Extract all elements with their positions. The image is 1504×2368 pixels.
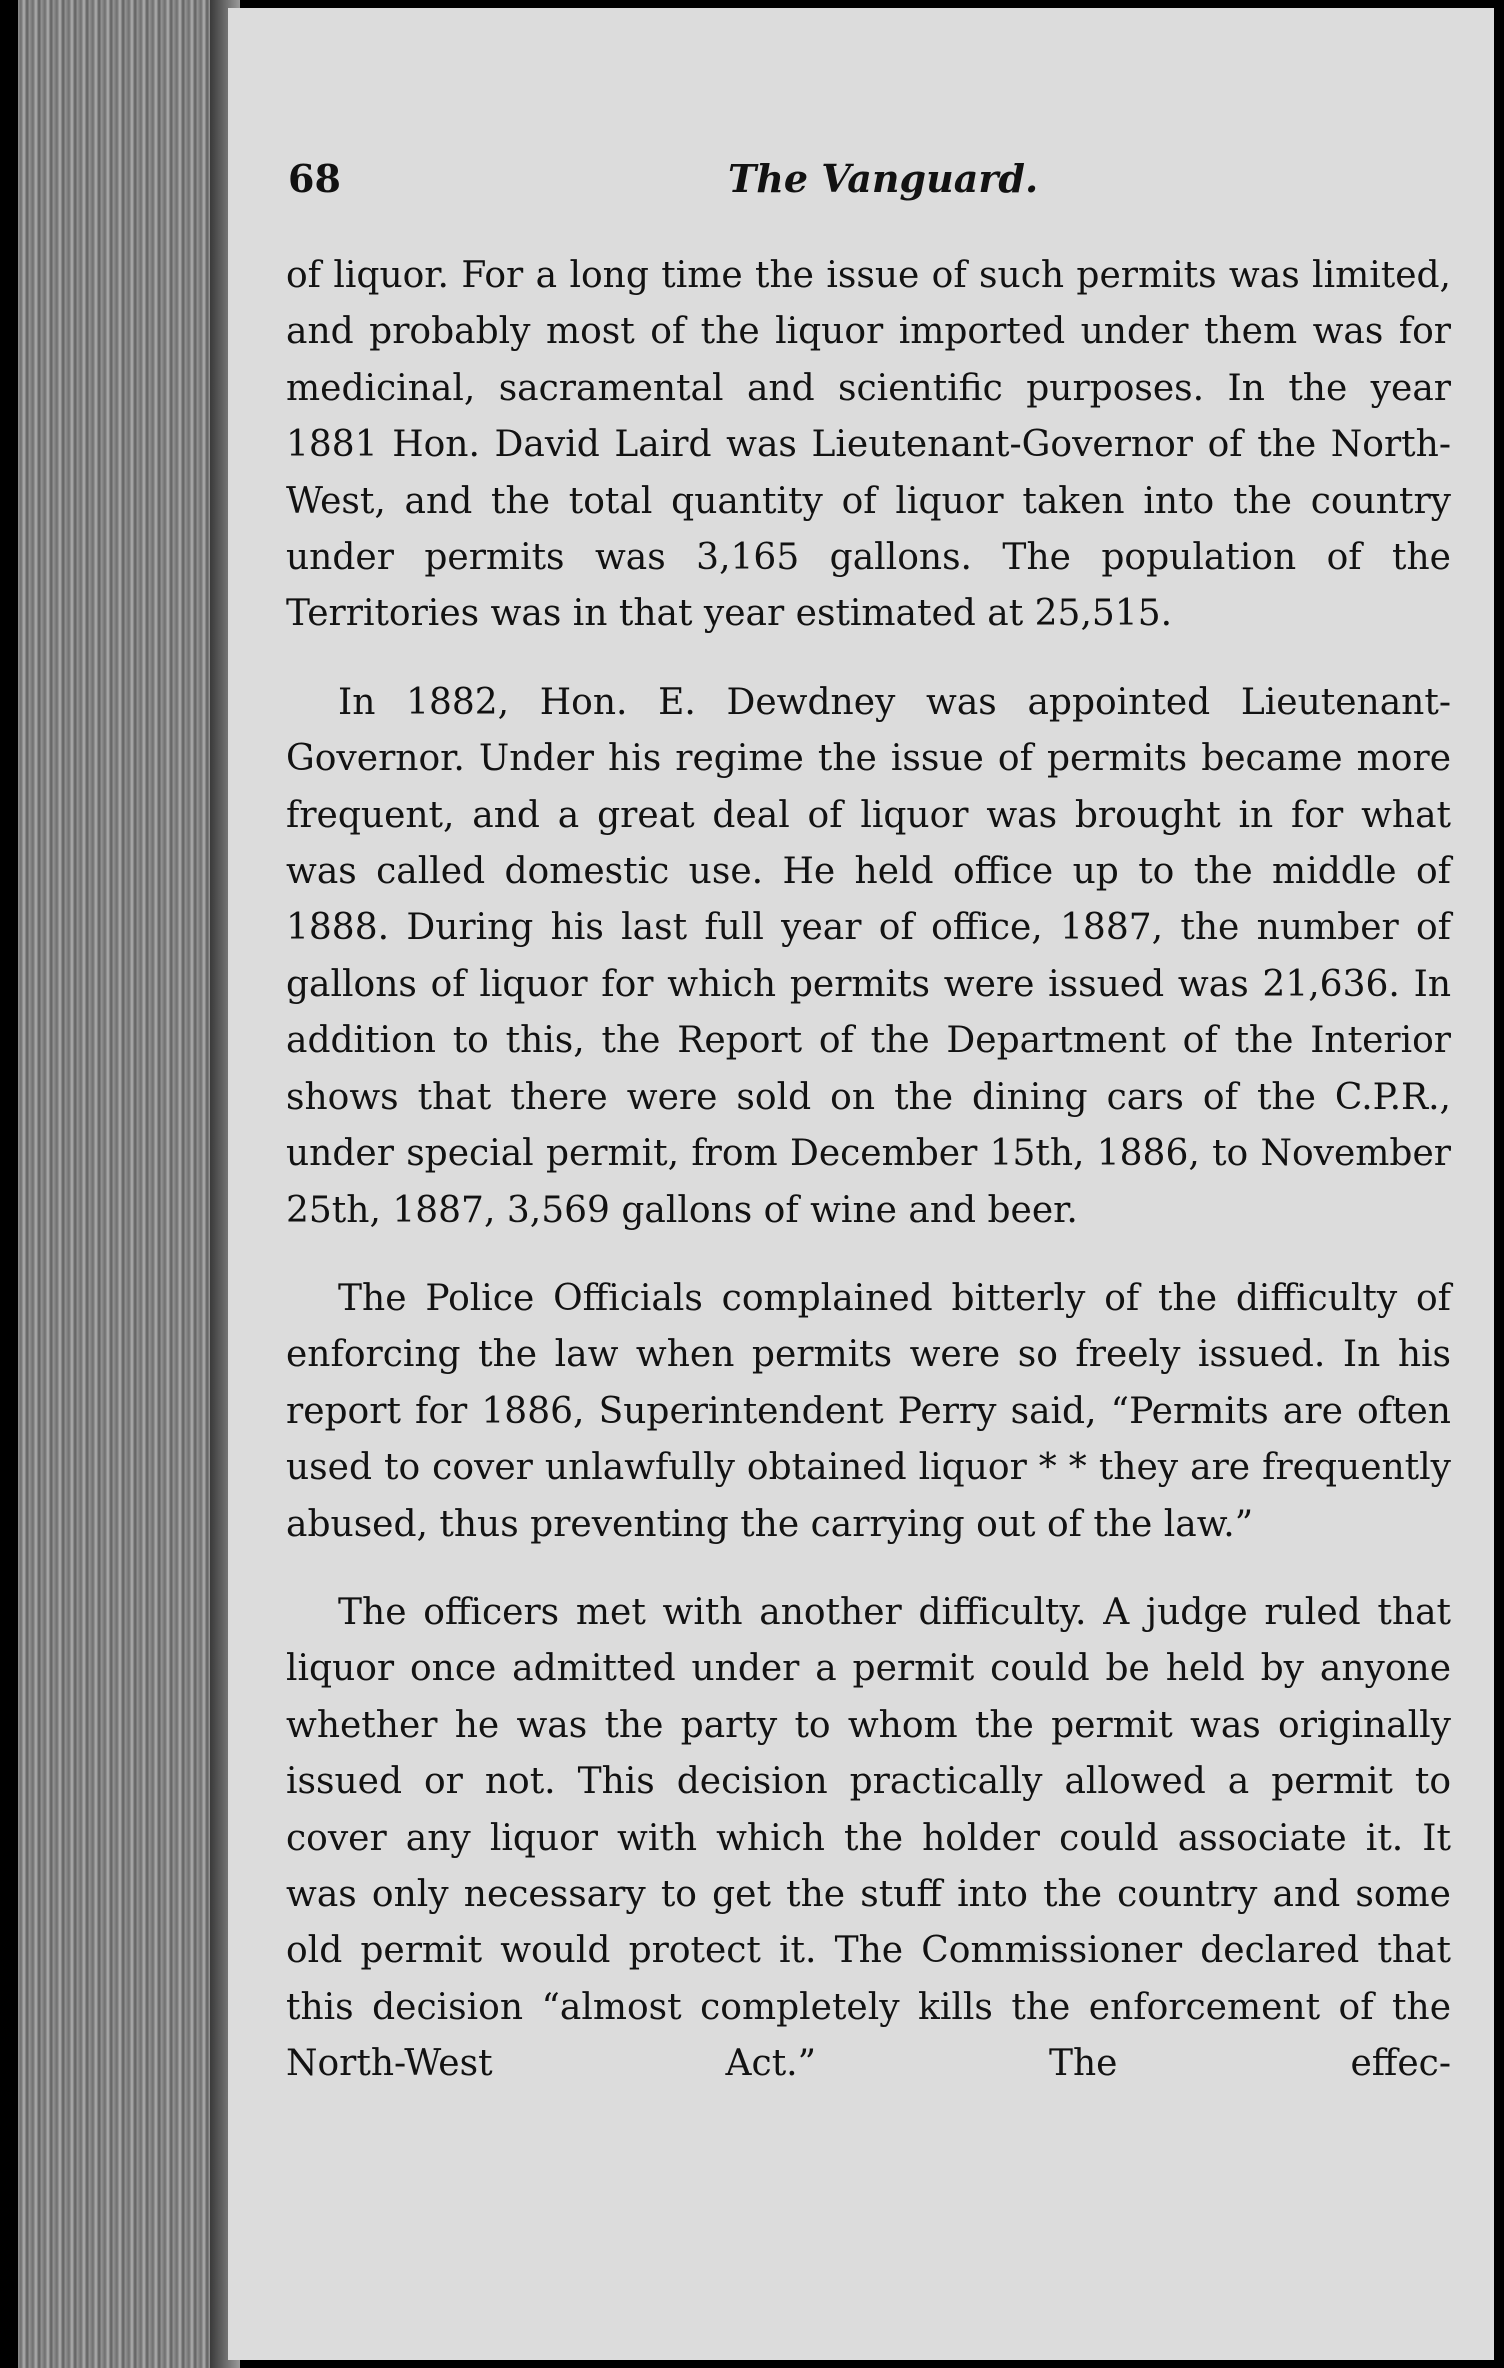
page-number: 68 [288,156,341,201]
paragraph-4: The officers met with another difficulty. A judge ruled that liquor once admitted under a permit could be held by anyone whether he was the party to whom the permit was originally issued or not. This decision practically allowed a permit to cover any liquor with which the holder could associate it. It was only necessary to get the stuff into the country and some old permit would protect it. The Commissioner declared that this decision “almost completely kills the enforcement of the North-West Act.” The effec- [286,1591,1451,2085]
running-head [258,156,1218,216]
body-text [286,248,1451,2093]
paragraph-3: The Police Officials complained bitterly of the difficulty of enforcing the law when permits were so freely issued. In his report for 1886, Superintendent Perry said, “Permits are often used to cover unlawfully obtained liquor * * they are frequently abused, thus preventing the carrying out of the law.” [286,1277,1451,1545]
paragraph-1: of liquor. For a long time the issue of such permits was limited, and probably most of the liquor imported under them was for medicinal, sacramental and scientific purposes. In the year 1881 Hon. David Laird was Lieutenant-Governor of the North-West, and the total quantity of liquor taken into the country under permits was 3,165 gallons. The population of the Territories was in that year estimated at 25,515. [286,255,1451,635]
book-page [228,8,1494,2360]
book-page-edges [18,0,228,2368]
running-title: The Vanguard. [728,156,1039,201]
paragraph-2: In 1882, Hon. E. Dewdney was appointed Lieutenant-Governor. Under his regime the issue of permits became more frequent, and a great deal of liquor was brought in for what was called domestic use. He held office up to the middle of 1888. During his last full year of office, 1887, the number of gallons of liquor for which permits were issued was 21,636. In addition to this, the Report of the Department of the Interior shows that there were sold on the dining cars of the C.P.R., under special permit, from December 15th, 1886, to November 25th, 1887, 3,569 gallons of wine and beer. [286,681,1451,1231]
